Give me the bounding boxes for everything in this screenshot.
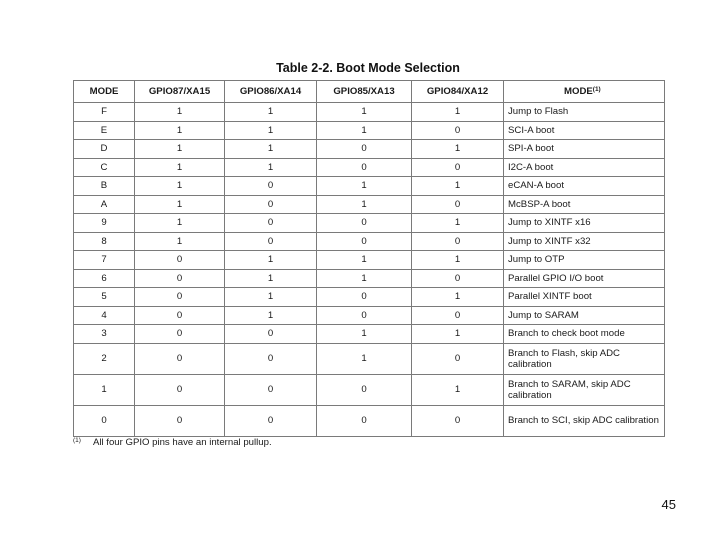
gpio87-cell: 0 [135, 269, 225, 288]
table-row [74, 343, 665, 374]
table-row [74, 269, 665, 288]
gpio84-cell: 0 [412, 232, 504, 251]
boot-mode-table [73, 80, 665, 437]
gpio86-cell: 0 [225, 374, 317, 405]
gpio87-cell: 1 [135, 195, 225, 214]
gpio84-cell: 1 [412, 103, 504, 122]
header-mode-description [504, 81, 665, 103]
header-gpio86: GPIO86/XA14 [225, 81, 317, 103]
gpio85-cell: 0 [317, 288, 412, 307]
gpio87-cell: 0 [135, 374, 225, 405]
gpio87-cell: 0 [135, 325, 225, 344]
gpio87-cell: 1 [135, 232, 225, 251]
gpio84-cell: 1 [412, 325, 504, 344]
mode-cell: 7 [74, 251, 135, 270]
gpio86-cell: 1 [225, 103, 317, 122]
table-row [74, 251, 665, 270]
table-row [74, 195, 665, 214]
gpio84-cell: 0 [412, 306, 504, 325]
mode-description-cell: Jump to Flash [504, 103, 665, 122]
mode-description-cell: SPI-A boot [504, 140, 665, 159]
gpio87-cell: 1 [135, 177, 225, 196]
gpio86-cell: 0 [225, 177, 317, 196]
gpio85-cell: 1 [317, 121, 412, 140]
mode-cell: E [74, 121, 135, 140]
gpio87-cell: 0 [135, 251, 225, 270]
mode-cell: 4 [74, 306, 135, 325]
gpio85-cell: 0 [317, 158, 412, 177]
gpio87-cell: 0 [135, 343, 225, 374]
gpio84-cell: 1 [412, 177, 504, 196]
gpio86-cell: 0 [225, 343, 317, 374]
gpio84-cell: 0 [412, 405, 504, 436]
table-header-row [74, 81, 665, 103]
gpio86-cell: 1 [225, 158, 317, 177]
header-mode: MODE [74, 81, 135, 103]
gpio86-cell: 0 [225, 325, 317, 344]
gpio85-cell: 1 [317, 269, 412, 288]
table-row [74, 177, 665, 196]
mode-description-cell: McBSP-A boot [504, 195, 665, 214]
gpio87-cell: 0 [135, 306, 225, 325]
mode-cell: F [74, 103, 135, 122]
gpio85-cell: 0 [317, 306, 412, 325]
table-row [74, 103, 665, 122]
mode-cell: 3 [74, 325, 135, 344]
mode-description-cell: I2C-A boot [504, 158, 665, 177]
gpio86-cell: 1 [225, 288, 317, 307]
header-gpio84: GPIO84/XA12 [412, 81, 504, 103]
gpio85-cell: 1 [317, 195, 412, 214]
table-row [74, 158, 665, 177]
mode-cell: 2 [74, 343, 135, 374]
mode-cell: 5 [74, 288, 135, 307]
gpio87-cell: 1 [135, 103, 225, 122]
gpio87-cell: 0 [135, 288, 225, 307]
mode-cell: A [74, 195, 135, 214]
mode-cell: 1 [74, 374, 135, 405]
mode-description-cell: Branch to Flash, skip ADC calibration [504, 343, 665, 374]
mode-description-cell: Jump to XINTF x16 [504, 214, 665, 233]
gpio87-cell: 1 [135, 158, 225, 177]
gpio86-cell: 0 [225, 405, 317, 436]
gpio85-cell: 1 [317, 343, 412, 374]
gpio87-cell: 0 [135, 405, 225, 436]
header-gpio85: GPIO85/XA13 [317, 81, 412, 103]
gpio85-cell: 1 [317, 325, 412, 344]
gpio86-cell: 0 [225, 195, 317, 214]
mode-description-cell: Jump to SARAM [504, 306, 665, 325]
mode-description-cell: Jump to OTP [504, 251, 665, 270]
table-row [74, 214, 665, 233]
gpio84-cell: 1 [412, 374, 504, 405]
gpio85-cell: 1 [317, 251, 412, 270]
table-row [74, 232, 665, 251]
footnote [73, 437, 272, 448]
footnote-mark: (1) [73, 437, 81, 444]
gpio87-cell: 1 [135, 140, 225, 159]
gpio86-cell: 1 [225, 306, 317, 325]
header-footnote-mark: (1) [592, 86, 601, 93]
gpio84-cell: 0 [412, 158, 504, 177]
mode-cell: B [74, 177, 135, 196]
mode-description-cell: Branch to check boot mode [504, 325, 665, 344]
table-row [74, 288, 665, 307]
gpio85-cell: 0 [317, 405, 412, 436]
header-mode-description-label: MODE [564, 86, 593, 97]
table-row [74, 306, 665, 325]
table-row [74, 325, 665, 344]
gpio84-cell: 1 [412, 214, 504, 233]
mode-description-cell: Parallel GPIO I/O boot [504, 269, 665, 288]
mode-description-cell: SCI-A boot [504, 121, 665, 140]
footnote-text: All four GPIO pins have an internal pullup. [92, 437, 272, 448]
gpio86-cell: 1 [225, 140, 317, 159]
gpio87-cell: 1 [135, 121, 225, 140]
mode-description-cell: eCAN-A boot [504, 177, 665, 196]
gpio85-cell: 0 [317, 374, 412, 405]
gpio85-cell: 1 [317, 103, 412, 122]
gpio84-cell: 1 [412, 288, 504, 307]
gpio84-cell: 0 [412, 269, 504, 288]
mode-cell: 6 [74, 269, 135, 288]
gpio86-cell: 0 [225, 232, 317, 251]
table-row [74, 405, 665, 436]
gpio84-cell: 1 [412, 140, 504, 159]
gpio87-cell: 1 [135, 214, 225, 233]
header-gpio87: GPIO87/XA15 [135, 81, 225, 103]
gpio84-cell: 0 [412, 121, 504, 140]
table-row [74, 374, 665, 405]
mode-description-cell: Branch to SARAM, skip ADC calibration [504, 374, 665, 405]
gpio84-cell: 1 [412, 251, 504, 270]
mode-description-cell: Parallel XINTF boot [504, 288, 665, 307]
mode-cell: 9 [74, 214, 135, 233]
gpio85-cell: 0 [317, 232, 412, 251]
table-row [74, 140, 665, 159]
mode-cell: C [74, 158, 135, 177]
table-row [74, 121, 665, 140]
mode-cell: 0 [74, 405, 135, 436]
gpio85-cell: 0 [317, 214, 412, 233]
table-body [74, 103, 665, 437]
mode-description-cell: Branch to SCI, skip ADC calibration [504, 405, 665, 436]
gpio86-cell: 1 [225, 269, 317, 288]
gpio84-cell: 0 [412, 343, 504, 374]
gpio86-cell: 0 [225, 214, 317, 233]
gpio86-cell: 1 [225, 121, 317, 140]
gpio85-cell: 0 [317, 140, 412, 159]
page-number: 45 [661, 497, 676, 512]
mode-cell: 8 [74, 232, 135, 251]
mode-cell: D [74, 140, 135, 159]
table-title: Table 2-2. Boot Mode Selection [276, 61, 460, 75]
gpio84-cell: 0 [412, 195, 504, 214]
gpio86-cell: 1 [225, 251, 317, 270]
gpio85-cell: 1 [317, 177, 412, 196]
mode-description-cell: Jump to XINTF x32 [504, 232, 665, 251]
